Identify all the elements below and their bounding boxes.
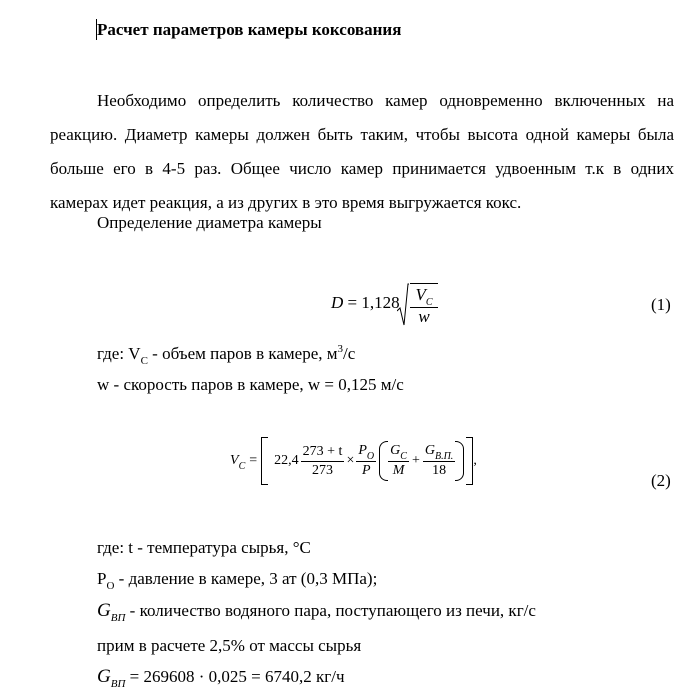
formula-2-number: (2) [651,471,671,490]
formula-1-radicand [410,283,438,326]
gvp-line [97,600,536,622]
gvp-calc-expr: = 269608 · 0,025 = 6740,2 [125,667,312,686]
formula-2-frac-gc [388,442,409,480]
formula-1-number: (1) [651,295,671,314]
formula-2-frac-temp [301,443,345,480]
formula-2-gvp-var: G [424,443,435,458]
formula-2-tail: , [473,453,477,468]
formula-2-times: × [346,453,355,468]
formula-2-p-den: P [361,463,371,478]
formula-1-eq: = [347,293,358,312]
where-vc-sub: C [140,355,148,367]
gvp-sub: ВП [110,612,126,624]
formula-2 [230,437,477,485]
formula-2-18-den: 18 [432,463,447,478]
formula-1-den: w [418,307,430,326]
p0-sub: O [106,580,115,592]
gvp-calc-var: G [97,666,111,687]
gvp-var: G [97,600,111,621]
prim-line: прим в расчете 2,5% от массы сырья [97,636,362,655]
formula-1-num-sub: C [425,297,433,308]
formula-1-coef: 1,128 [361,293,400,312]
formula-1 [331,283,433,327]
formula-2-bracket-left [261,437,268,485]
where-vc-line [97,343,356,367]
p0-text: - давление в камере, 3 ат (0,3 МПа); [114,569,378,588]
formula-2-plus: + [411,453,420,468]
formula-2-gc-sub: C [400,451,407,462]
formula-2-lhs-var: V [230,453,239,468]
where-vc-prefix: где: V [97,344,141,363]
formula-2-lhs-sub: C [238,460,246,472]
subheading-diameter: Определение диаметра камеры [97,213,322,232]
formula-2-frac-temp-den: 273 [312,462,334,478]
sqrt-radical-icon [397,283,409,327]
where-vc-text: - объем паров в камере, м [147,344,338,363]
gvp-calc-sub: ВП [110,678,126,690]
gvp-text: - количество водяного пара, поступающего из печи, кг/с [125,601,536,620]
w-line: w - скорость паров в камере, w = 0,125 м/с [97,375,404,394]
formula-1-lhs: D [331,293,344,312]
formula-2-frac-temp-num: 273 + t [301,443,345,462]
formula-2-eq: = [249,453,258,468]
where-vc-sup: 3 [337,343,344,355]
intro-paragraph: Необходимо определить количество камер одновременно включенных на реакцию. Диаметр камеры должен быть таким, чтобы высота одной камеры была больше его в 4-5 раз. Общее число камер принимается удвоенным т.к в одних камерах идет реакция, а из других в это время выгружается кокс. [50,91,674,212]
formula-2-const: 22,4 [274,453,299,468]
p0-var: P [97,569,107,588]
where-vc-tail: /с [343,344,356,363]
formula-2-paren-left [379,441,388,481]
formula-2-p0-sub: O [366,451,375,462]
formula-2-gvp-sub: В.П. [434,451,454,462]
gvp-calc-line [97,666,345,688]
formula-2-frac-gvp [423,442,455,480]
formula-2-paren-right [455,441,464,481]
where-t-line: где: t - температура сырья, °С [97,538,311,557]
formula-2-frac-pressure [356,442,376,480]
section-title: Расчет параметров камеры коксования [97,20,402,39]
formula-2-gc-var: G [390,443,401,458]
formula-2-m-den: M [392,463,405,478]
p0-line [97,569,378,592]
formula-2-p0-var: P [358,443,367,458]
gvp-calc-unit: кг/ч [311,667,345,686]
formula-1-num-var: V [415,285,426,304]
formula-2-bracket-right [466,437,473,485]
